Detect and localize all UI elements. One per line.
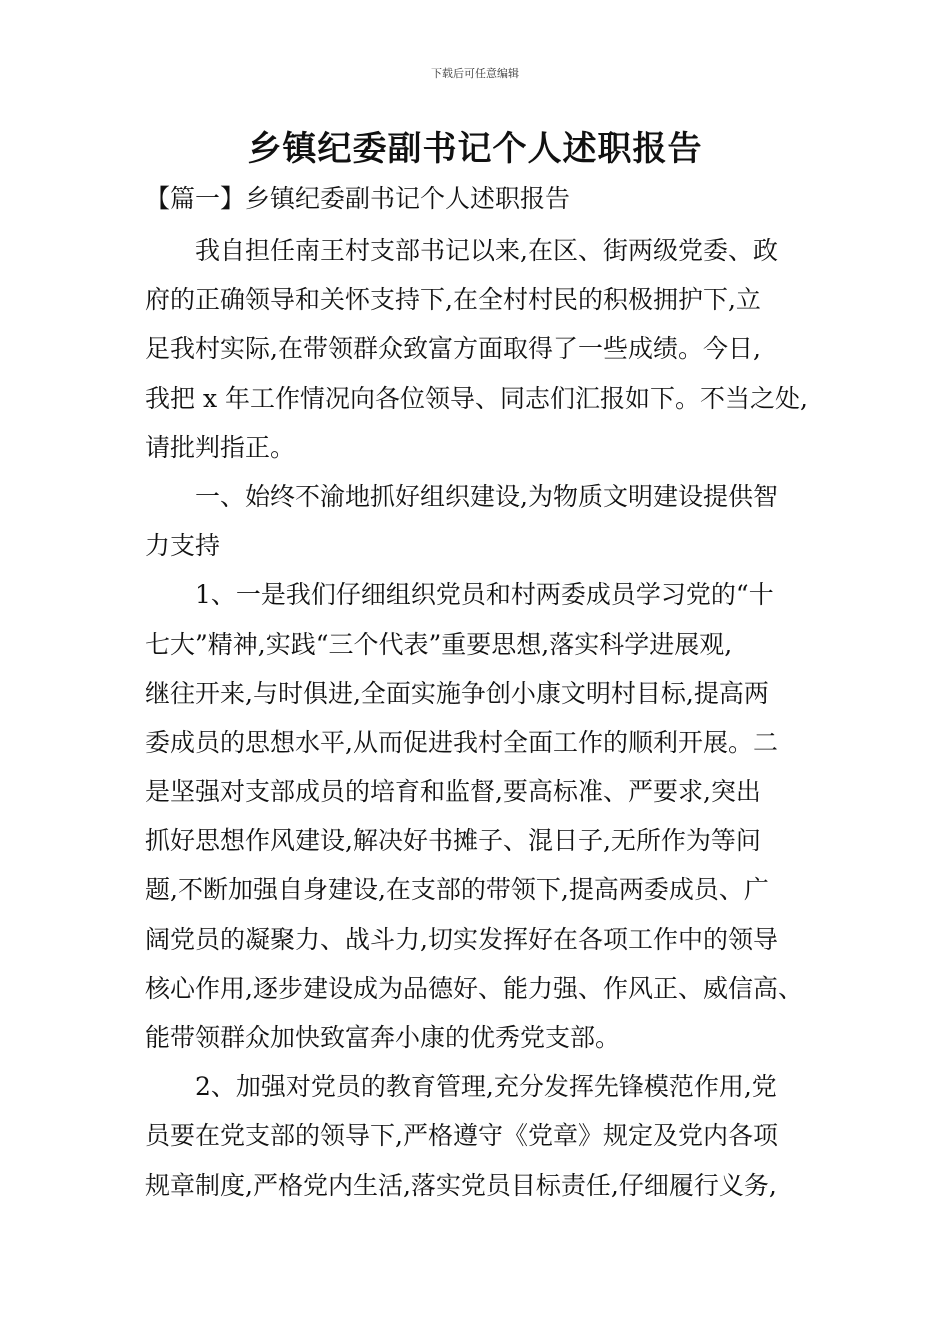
paragraph-line: 能带领群众加快致富奔小康的优秀党支部。 — [145, 1023, 621, 1052]
section-subtitle: 【篇一】乡镇纪委副书记个人述职报告 — [145, 184, 571, 213]
paragraph-line: 阔党员的凝聚力、战斗力,切实发挥好在各项工作中的领导 — [145, 924, 778, 954]
paragraph-line: 府的正确领导和关怀支持下,在全村村民的积极拥护下,立 — [145, 285, 761, 315]
paragraph-line: 题,不断加强自身建设,在支部的带领下,提高两委成员、广 — [145, 875, 769, 905]
header-note: 下载后可任意编辑 — [431, 67, 519, 80]
document-body — [145, 226, 810, 1210]
paragraph-line: 我把 x 年工作情况向各位领导、同志们汇报如下。不当之处, — [145, 383, 808, 413]
paragraph-line: 员要在党支部的领导下,严格遵守《党章》规定及党内各项 — [145, 1121, 778, 1151]
paragraph-line: 1、一是我们仔细组织党员和村两委成员学习党的“十 — [195, 580, 774, 610]
paragraph-line: 一、始终不渝地抓好组织建设,为物质文明建设提供智 — [195, 481, 778, 511]
paragraph-line: 委成员的思想水平,从而促进我村全面工作的顺利开展。二 — [145, 727, 778, 757]
page-title: 乡镇纪委副书记个人述职报告 — [247, 129, 703, 169]
paragraph-line: 我自担任南王村支部书记以来,在区、街两级党委、政 — [195, 236, 778, 265]
paragraph — [145, 570, 810, 1062]
paragraph-line: 是坚强对支部成员的培育和监督,要高标准、严要求,突出 — [145, 777, 761, 807]
paragraph-line: 抓好思想作风建设,解决好书摊子、混日子,无所作为等问 — [145, 826, 761, 856]
paragraph — [145, 1062, 810, 1210]
paragraph — [145, 226, 810, 472]
paragraph — [145, 472, 810, 570]
paragraph-line: 2、加强对党员的教育管理,充分发挥先锋模范作用,党 — [195, 1072, 777, 1102]
paragraph-line: 规章制度,严格党内生活,落实党员目标责任,仔细履行义务, — [145, 1170, 777, 1200]
paragraph-line: 力支持 — [145, 531, 221, 561]
paragraph-line: 请批判指正。 — [145, 432, 296, 462]
paragraph-line: 七大”精神,实践“三个代表”重要思想,落实科学进展观, — [145, 629, 733, 659]
paragraph-line: 核心作用,逐步建设成为品德好、能力强、作风正、威信高、 — [145, 973, 803, 1003]
paragraph-line: 继往开来,与时俱进,全面实施争创小康文明村目标,提高两 — [145, 678, 769, 708]
paragraph-line: 足我村实际,在带领群众致富方面取得了一些成绩。今日, — [145, 334, 761, 364]
